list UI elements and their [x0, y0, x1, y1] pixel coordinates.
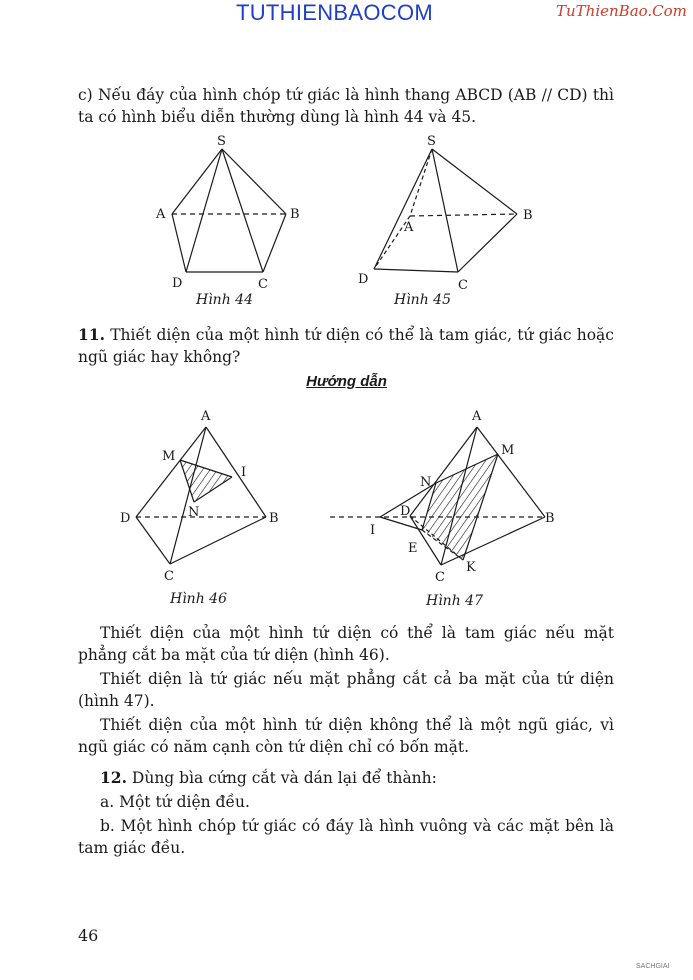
figure-46-caption: Hình 46 [170, 591, 227, 607]
fig44-label-b: B [290, 207, 300, 222]
fig45-label-d: D [358, 272, 369, 287]
fig46-label-c: C [164, 569, 174, 584]
footer-logo: SACHGIAI [636, 963, 670, 970]
fig47-label-m: M [501, 443, 515, 458]
answer-3: Thiết diện của một hình tứ diện không thể là một ngũ giác, vì ngũ giác có năm cạnh còn tứ diện chỉ có bốn mặt. [78, 716, 614, 756]
figure-47 [330, 400, 570, 590]
fig47-label-n: N [420, 475, 432, 490]
figure-47-caption: Hình 47 [426, 593, 483, 609]
fig46-label-i: I [241, 465, 247, 480]
question-12-text: Dùng bìa cứng cắt và dán lại để thành: [131, 769, 437, 787]
figure-45 [352, 132, 542, 307]
figure-44-caption: Hình 44 [196, 292, 253, 308]
fig47-label-k: K [466, 560, 476, 575]
fig47-label-c: C [435, 570, 445, 585]
fig47-label-a: A [472, 409, 482, 424]
fig47-label-e: E [408, 541, 418, 556]
question-12 [78, 767, 614, 789]
fig44-label-a: A [156, 207, 166, 222]
fig46-label-b: B [269, 511, 279, 526]
fig45-label-b: B [523, 208, 533, 223]
fig47-label-d: D [400, 504, 411, 519]
fig46-label-n: N [188, 505, 200, 520]
question-11-number: 11. [78, 325, 105, 344]
question-12-number: 12. [100, 768, 127, 787]
figure-45-caption: Hình 45 [394, 292, 451, 308]
fig45-label-c: C [458, 278, 468, 293]
fig46-label-m: M [162, 449, 176, 464]
fig44-label-c: C [258, 277, 268, 292]
figure-44 [150, 132, 310, 307]
site-title: TUTHIENBAOCOM [236, 0, 434, 25]
question-11 [78, 324, 614, 368]
question-11-text: Thiết diện của một hình tứ diện có thể là tam giác, tứ giác hoặc ngũ giác hay không? [78, 326, 614, 366]
fig47-label-b: B [545, 511, 555, 526]
site-logo: TuThienBao.Com [556, 2, 687, 20]
page-number: 46 [78, 926, 99, 945]
fig44-label-d: D [172, 276, 183, 291]
fig47-label-i: I [370, 523, 376, 538]
fig46-label-a: A [201, 409, 211, 424]
fig46-label-d: D [120, 511, 131, 526]
fig45-label-s: S [427, 134, 436, 149]
question-12-a: a. Một tứ diện đều. [100, 793, 250, 811]
guide-heading: Hướng dẫn [306, 373, 387, 390]
answer-1: Thiết diện của một hình tứ diện có thể là tam giác nếu mặt phẳng cắt ba mặt của tứ diện (hình 46). [78, 624, 614, 664]
figure-46 [112, 400, 297, 590]
intro-paragraph: c) Nếu đáy của hình chóp tứ giác là hình thang ABCD (AB // CD) thì ta có hình biểu diễn thường dùng là hình 44 và 45. [78, 86, 614, 126]
question-12-b: b. Một hình chóp tứ giác có đáy là hình vuông và các mặt bên là tam giác đều. [78, 817, 614, 857]
answer-2: Thiết diện là tứ giác nếu mặt phẳng cắt cả ba mặt của tứ diện (hình 47). [78, 670, 614, 710]
fig45-label-a: A [404, 220, 414, 235]
fig44-label-s: S [217, 134, 226, 149]
